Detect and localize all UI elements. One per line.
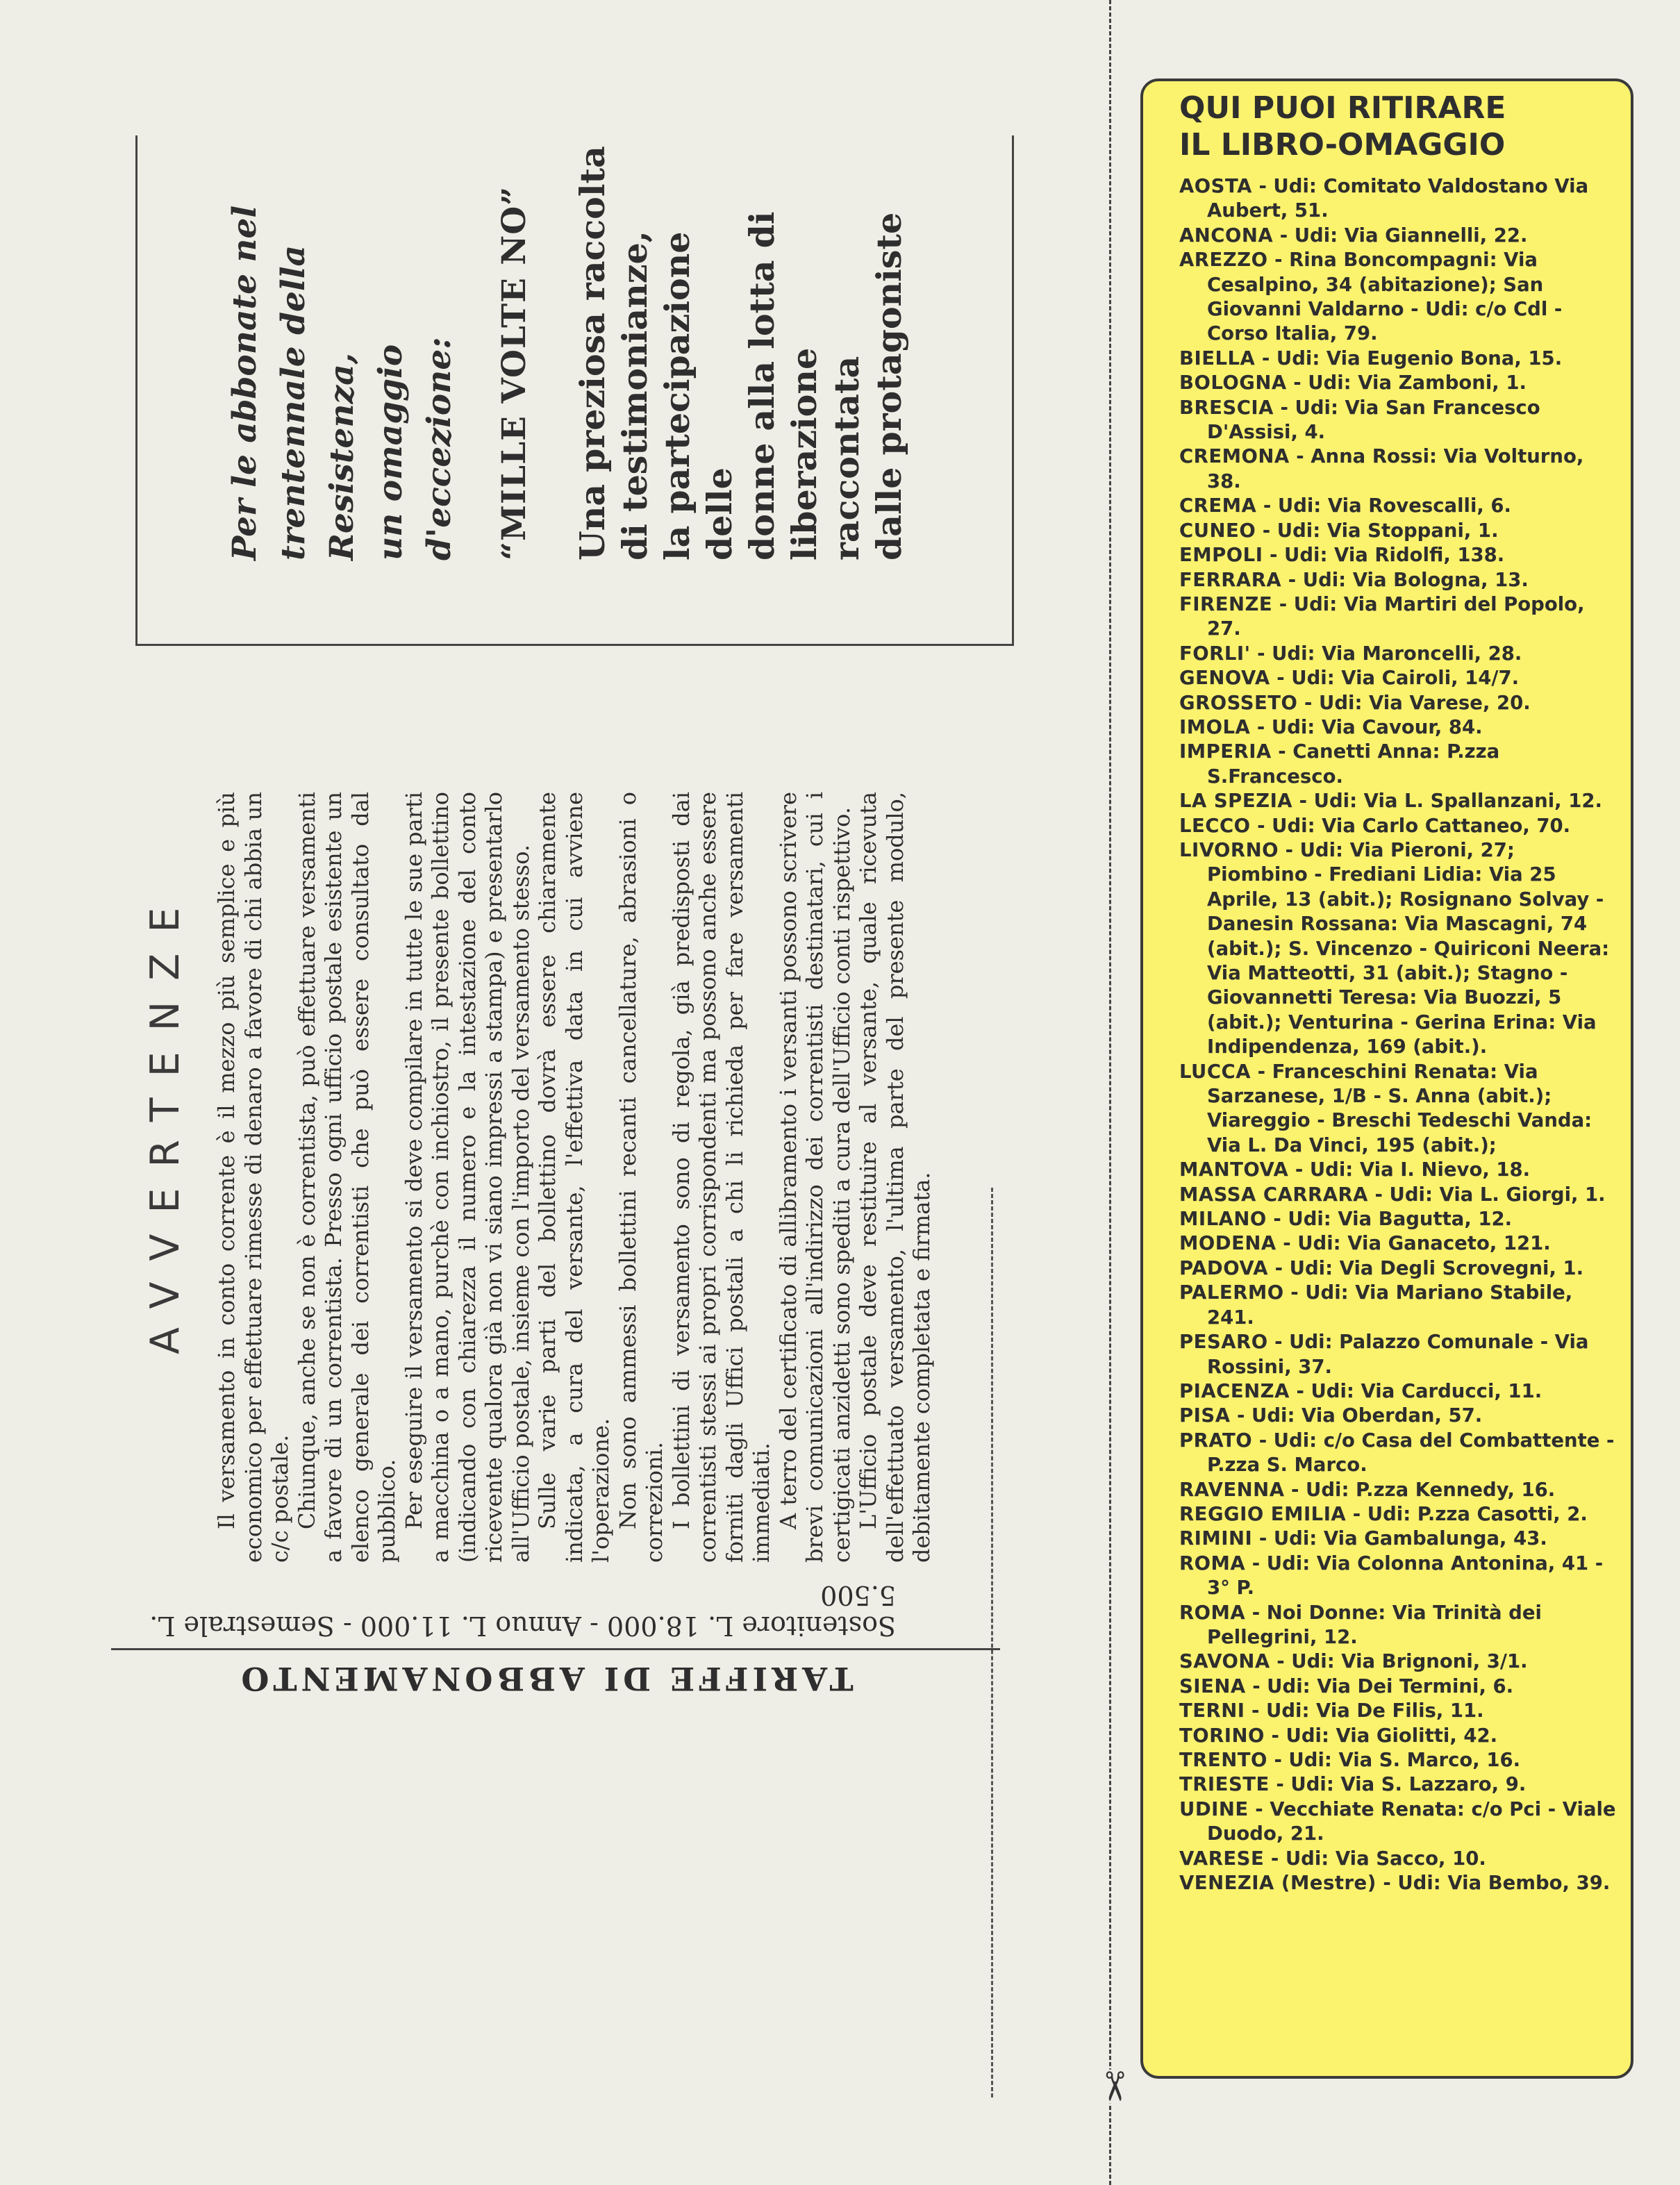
location-city: LA SPEZIA [1179, 790, 1293, 813]
location-address: - Udi: Via Pieroni, 27; Piombino - Frediani Lidia: Via 25 Aprile, 13 (abit.); Rosignano Solvay - Danesin Rossana: Via Mascagni, 74 (abit.); S. Vincenzo - Quiriconi Neera: Via Matteotti, 31 (abit.); Stagno - Giovannetti Teresa: Via Buozzi, 5 (abit.); Venturina - Gerina Erina: Via Indipendenza, 169 (abit.). [1207, 838, 1610, 1058]
panel-title-line: IL LIBRO-OMAGGIO [1179, 127, 1506, 163]
location-entry [1179, 371, 1620, 395]
location-entry [1179, 568, 1620, 592]
location-city: SIENA [1179, 1675, 1246, 1697]
notice-paragraph: Non sono ammessi bollettini recanti cancellature, abrasioni o correzioni. [614, 792, 667, 1563]
location-entry [1179, 1699, 1620, 1723]
location-address: - Udi: Via Oberdan, 57. [1230, 1404, 1483, 1427]
location-address: - Udi: Via Dei Termini, 6. [1245, 1675, 1514, 1697]
location-city: GENOVA [1179, 667, 1270, 690]
location-address: - Udi: Via Cairoli, 14/7. [1270, 667, 1520, 690]
location-city: UDINE [1179, 1797, 1249, 1820]
gift-description [572, 135, 910, 560]
location-entry [1179, 1183, 1620, 1207]
notice-paragraph: Chiunque, anche se non è correntista, può effettuare versamenti a favore di un correntista. Presso ogni ufficio postale esistente un elenco generale dei correntisti che può essere consultato dal pubblico. [293, 792, 400, 1563]
location-city: MODENA [1179, 1232, 1276, 1255]
location-city: VENEZIA (Mestre) [1179, 1872, 1377, 1895]
location-address: - Udi: Via Cavour, 84. [1250, 715, 1483, 738]
rotated-left-section [135, 132, 1014, 2097]
location-entry [1179, 1478, 1620, 1502]
location-city: PALERMO [1179, 1281, 1284, 1304]
location-city: CREMA [1179, 495, 1257, 517]
location-city: LECCO [1179, 814, 1251, 837]
location-entry [1179, 1404, 1620, 1428]
location-entry [1179, 1552, 1620, 1601]
subscription-rates [104, 1580, 1000, 1697]
gift-description-line: di testimonianze, [615, 231, 655, 560]
location-address: - Udi: Via Mariano Stabile, 241. [1207, 1281, 1573, 1329]
gift-description-line: liberazione raccontata [784, 347, 867, 560]
vertical-cut-line [1109, 0, 1111, 2185]
gift-description-line: dalle protagoniste [869, 212, 909, 560]
gift-announcement-box [135, 135, 1014, 646]
location-city: IMPERIA [1179, 740, 1272, 763]
location-city: LUCCA [1179, 1060, 1251, 1083]
location-address: - Udi: Via Brignoni, 3/1. [1270, 1650, 1528, 1673]
location-city: GROSSETO [1179, 691, 1298, 714]
location-entry [1179, 445, 1620, 494]
gift-line: Per le abbonate nel [226, 205, 264, 560]
location-address: - Udi: Via Giolitti, 42. [1264, 1724, 1498, 1747]
location-entry [1179, 642, 1620, 666]
location-city: RIMINI [1179, 1527, 1253, 1550]
location-address: - Udi: Via Varese, 20. [1297, 691, 1531, 714]
location-entry [1179, 1675, 1620, 1699]
location-city: MANTOVA [1179, 1158, 1289, 1181]
location-city: CUNEO [1179, 519, 1256, 542]
location-city: PIACENZA [1179, 1379, 1290, 1402]
location-address: - Udi: Via Bembo, 39. [1376, 1872, 1611, 1895]
location-entry [1179, 592, 1620, 642]
location-city: TRIESTE [1179, 1773, 1270, 1796]
location-city: MILANO [1179, 1208, 1267, 1231]
location-address: - Udi: Via Zamboni, 1. [1286, 372, 1527, 394]
location-address: - Udi: Via S. Lazzaro, 9. [1269, 1773, 1527, 1796]
location-city: FIRENZE [1179, 592, 1273, 615]
location-entry [1179, 838, 1620, 1060]
location-entry [1179, 1748, 1620, 1772]
notice-paragraph: I bollettini di versamento sono di regola, già predisposti dai correntisti stessi ai propri corrispondenti ma possono anche essere forniti dagli Uffici postali a chi li richieda per fare versamenti immediati. [667, 792, 774, 1563]
location-address: - Udi: P.zza Kennedy, 16. [1284, 1478, 1556, 1501]
location-entry [1179, 1060, 1620, 1158]
gift-description-line: donne alla lotta di [742, 211, 782, 560]
notice-paragraph: Per eseguire il versamento si deve compilare in tutte le sue parti a macchina o a mano, purchè con inchiostro, il presente bollettino (indicando con chiarezza il numero e la intestazione del conto ricevente qualora già non vi siano impressi a stampa) e presentarlo all'Ufficio postale, insieme con l'importo del versamento stesso. [400, 792, 534, 1563]
notice-title: AVVERTENZE [142, 886, 188, 1354]
location-address: - Udi: Via Sacco, 10. [1264, 1847, 1486, 1870]
location-address: - Udi: Palazzo Comunale - Via Rossini, 37. [1207, 1331, 1589, 1378]
location-address: - Udi: Via L. Spallanzani, 12. [1292, 790, 1602, 813]
location-address: - Udi: Via Ridolfi, 138. [1263, 544, 1505, 567]
location-city: SAVONA [1179, 1650, 1270, 1673]
location-entry [1179, 396, 1620, 445]
location-address: - Udi: Via De Filis, 11. [1245, 1700, 1484, 1722]
location-entry [1179, 347, 1620, 371]
location-city: VARESE [1179, 1847, 1265, 1870]
location-city: TRENTO [1179, 1749, 1267, 1771]
location-address: - Franceschini Renata: Via Sarzanese, 1/B - S. Anna (abit.); Viareggio - Breschi Tedeschi Vanda: Via L. Da Vinci, 195 (abit.); [1207, 1060, 1592, 1156]
location-address: - Anna Rossi: Via Volturno, 38. [1207, 445, 1584, 492]
location-entry [1179, 1256, 1620, 1281]
location-address: - Udi: Via I. Nievo, 18. [1288, 1158, 1531, 1181]
location-address: - Udi: Via S. Marco, 16. [1267, 1749, 1521, 1771]
location-city: PISA [1179, 1404, 1231, 1427]
location-entry [1179, 224, 1620, 248]
rates-title: TARIFFE DI ABBONAMENTO [237, 1660, 854, 1697]
location-city: BRESCIA [1179, 396, 1274, 419]
location-entry [1179, 691, 1620, 715]
location-entry [1179, 519, 1620, 543]
location-entry [1179, 1158, 1620, 1182]
location-entry [1179, 1429, 1620, 1478]
location-address: - Canetti Anna: P.zza S.Francesco. [1207, 740, 1500, 788]
location-city: PESARO [1179, 1331, 1268, 1354]
gift-line: un omaggio d'eccezione: [372, 337, 458, 560]
location-address: - Udi: Via Martiri del Popolo, 27. [1207, 592, 1585, 640]
location-entry [1179, 1207, 1620, 1231]
location-entry [1179, 666, 1620, 690]
location-city: FERRARA [1179, 568, 1282, 591]
notice-paragraph: L'Ufficio postale deve restituire al versante, quale ricevuta dell'effettuato versamento, l'ultima parte del presente modulo, debitamente completata e firmata. [855, 792, 935, 1563]
location-city: BOLOGNA [1179, 372, 1287, 394]
location-entry [1179, 1724, 1620, 1748]
location-address: - Udi: Via Colonna Antonina, 41 - 3° P. [1207, 1552, 1604, 1600]
location-address: - Vecchiate Renata: c/o Pci - Viale Duodo, 21. [1207, 1797, 1616, 1845]
location-city: LIVORNO [1179, 838, 1279, 861]
location-entry [1179, 1772, 1620, 1797]
notice-paragraph: Il versamento in conto corrente è il mezzo più semplice e più economico per effettuare rimesse di denaro a favore di chi abbia un c/c postale. [213, 792, 293, 1563]
location-address: - Udi: Via Degli Scrovegni, 1. [1268, 1256, 1584, 1279]
location-address: - Udi: Via Bologna, 13. [1281, 568, 1529, 591]
location-entry [1179, 1231, 1620, 1256]
location-city: AREZZO [1179, 249, 1268, 272]
locations-list [1179, 174, 1620, 1895]
pickup-locations-panel [1140, 78, 1633, 2079]
book-title: “MILLE VOLTE NO” [495, 185, 533, 560]
location-city: MASSA CARRARA [1179, 1183, 1368, 1206]
location-entry [1179, 1379, 1620, 1404]
notice-paragraph: A terro del certificato di allibramento i versanti possono scrivere brevi comunicazioni all'indirizzo dei correntisti destinatari, cui i certigicati anzidetti sono spediti a cura dell'Ufficio conti rispettivo. [774, 792, 855, 1563]
rates-rule [111, 1648, 1000, 1650]
location-address: - Udi: Via Bagutta, 12. [1266, 1208, 1513, 1231]
location-city: ANCONA [1179, 224, 1274, 247]
location-city: AOSTA [1179, 175, 1252, 197]
notice-paragraph: Sulle varie parti del bollettino dovrà essere chiaramente indicata, a cura del versante, l'effettiva data in cui avviene l'operazione. [534, 792, 614, 1563]
location-entry [1179, 740, 1620, 789]
location-address: - Udi: P.zza Casotti, 2. [1346, 1502, 1588, 1525]
location-address: - Udi: Via Maroncelli, 28. [1250, 642, 1522, 665]
location-address: - Udi: Via San Francesco D'Assisi, 4. [1207, 396, 1540, 444]
location-city: BIELLA [1179, 347, 1256, 369]
location-city: REGGIO EMILIA [1179, 1502, 1347, 1525]
location-entry [1179, 1281, 1620, 1330]
location-city: TORINO [1179, 1724, 1265, 1747]
location-address: - Noi Donne: Via Trinità dei Pellegrini, 12. [1207, 1601, 1542, 1648]
location-address: - Rina Boncompagni: Via Cesalpino, 34 (abitazione); San Giovanni Valdarno - Udi: c/o Cdl - Corso Italia, 79. [1207, 249, 1563, 345]
location-city: ROMA [1179, 1601, 1246, 1624]
panel-title-line: QUI PUOI RITIRARE [1179, 90, 1506, 126]
location-city: ROMA [1179, 1552, 1246, 1575]
gift-description-line: la partecipazione delle [657, 231, 740, 560]
location-city: EMPOLI [1179, 544, 1263, 567]
gift-line: trentennale della Resistenza, [274, 244, 361, 560]
location-city: PADOVA [1179, 1256, 1269, 1279]
location-address: - Udi: Via L. Giorgi, 1. [1367, 1183, 1606, 1206]
location-entry [1179, 543, 1620, 567]
location-entry [1179, 1527, 1620, 1551]
location-entry [1179, 494, 1620, 518]
location-address: - Udi: Via Ganaceto, 121. [1276, 1232, 1551, 1255]
location-city: IMOLA [1179, 715, 1251, 738]
location-entry [1179, 174, 1620, 224]
location-address: - Udi: Via Rovescalli, 6. [1256, 495, 1511, 517]
location-address: - Udi: Via Gambalunga, 43. [1252, 1527, 1547, 1550]
rates-line: Sostenitore L. 18.000 - Annuo L. 11.000 - Semestrale L. 5.500 [149, 1580, 896, 1641]
gift-description-line: Una preziosa raccolta [572, 146, 613, 560]
location-address: - Udi: c/o Casa del Combattente - P.zza S. Marco. [1207, 1429, 1615, 1477]
location-city: RAVENNA [1179, 1478, 1285, 1501]
scissors-icon: ✂ [1090, 2069, 1138, 2104]
location-address: - Udi: Via Carlo Cattaneo, 70. [1250, 814, 1571, 837]
location-address: - Udi: Via Giannelli, 22. [1273, 224, 1528, 247]
location-entry [1179, 1847, 1620, 1871]
location-entry [1179, 1330, 1620, 1379]
location-address: - Udi: Via Carducci, 11. [1289, 1379, 1542, 1402]
location-address: - Udi: Comitato Valdostano Via Aubert, 51. [1207, 175, 1589, 222]
location-city: FORLI' [1179, 642, 1251, 665]
location-entry [1179, 814, 1620, 838]
location-entry [1179, 789, 1620, 813]
location-city: CREMONA [1179, 445, 1290, 468]
location-address: - Udi: Via Stoppani, 1. [1256, 519, 1499, 542]
location-city: TERNI [1179, 1700, 1245, 1722]
location-entry [1179, 1650, 1620, 1674]
location-entry [1179, 1502, 1620, 1527]
location-entry [1179, 248, 1620, 347]
location-entry [1179, 1871, 1620, 1895]
location-city: PRATO [1179, 1429, 1253, 1452]
location-entry [1179, 715, 1620, 740]
notice-body [213, 792, 935, 1563]
location-entry [1179, 1797, 1620, 1847]
location-entry [1179, 1601, 1620, 1650]
location-address: - Udi: Via Eugenio Bona, 15. [1255, 347, 1563, 369]
